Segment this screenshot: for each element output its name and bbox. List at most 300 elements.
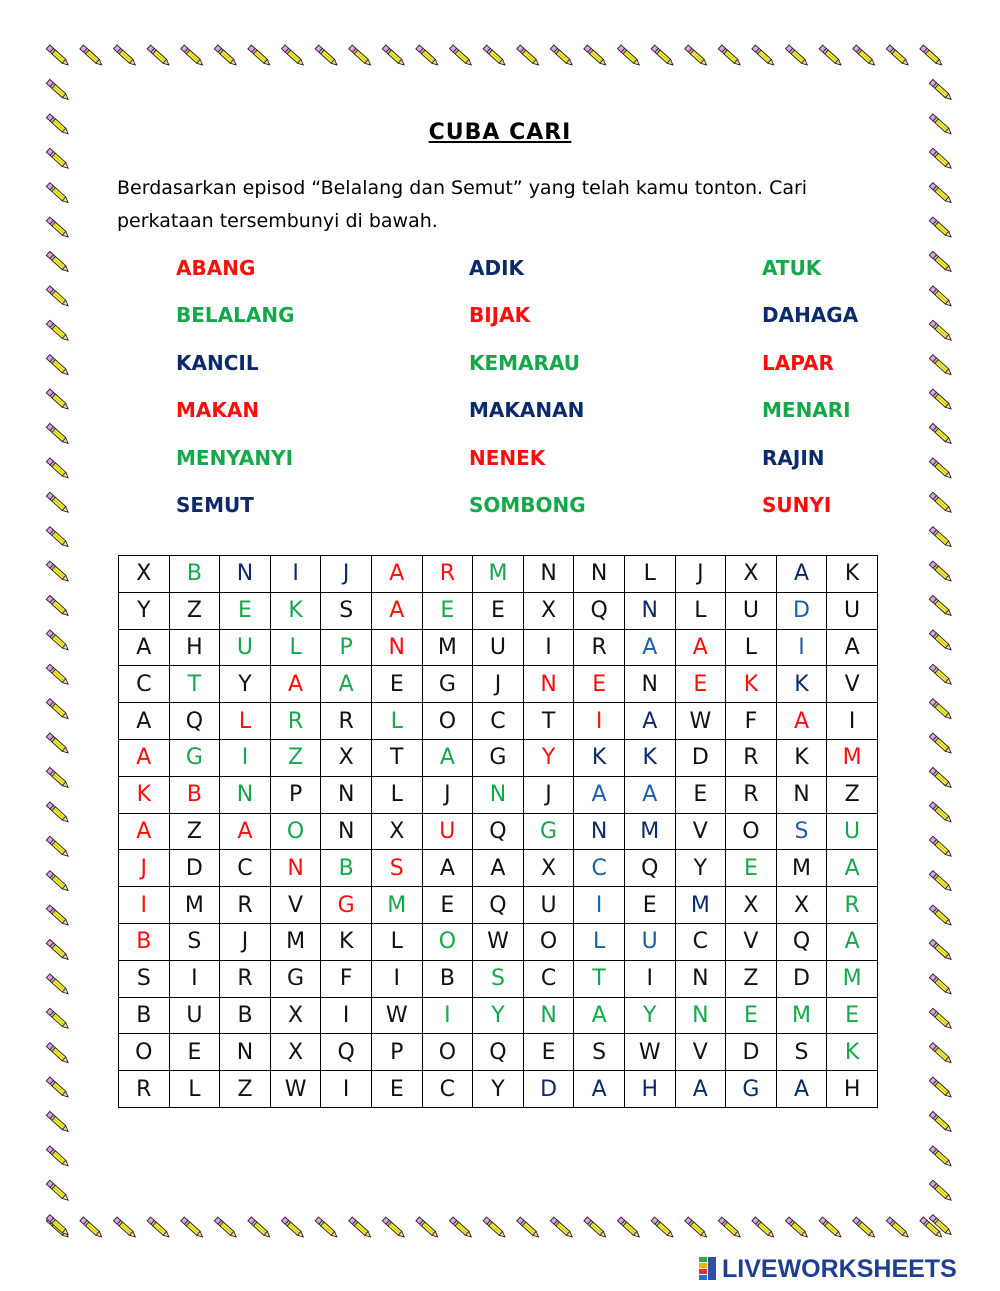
- grid-cell[interactable]: U: [473, 629, 524, 666]
- grid-cell[interactable]: T: [574, 960, 625, 997]
- pencil-icon: [786, 45, 810, 67]
- grid-cell[interactable]: I: [220, 739, 271, 776]
- grid-cell[interactable]: N: [220, 556, 271, 593]
- pencil-icon: [80, 1217, 104, 1239]
- grid-cell[interactable]: R: [270, 703, 321, 740]
- pencil-icon: [685, 45, 709, 67]
- grid-cell[interactable]: Y: [523, 739, 574, 776]
- pencil-icon: [80, 45, 104, 67]
- grid-cell[interactable]: Z: [169, 592, 220, 629]
- grid-cell[interactable]: D: [169, 850, 220, 887]
- pencil-icon: [46, 458, 70, 480]
- grid-cell[interactable]: K: [321, 923, 372, 960]
- grid-cell[interactable]: X: [776, 887, 827, 924]
- pencil-icon: [929, 595, 953, 617]
- grid-cell[interactable]: I: [119, 887, 170, 924]
- grid-cell[interactable]: U: [726, 592, 777, 629]
- pencil-icon: [147, 45, 171, 67]
- grid-cell[interactable]: W: [473, 923, 524, 960]
- word-belalang: BELALANG: [176, 303, 295, 328]
- grid-cell[interactable]: P: [270, 776, 321, 813]
- pencil-icon: [584, 1217, 608, 1239]
- grid-cell[interactable]: I: [624, 960, 675, 997]
- grid-cell[interactable]: J: [422, 776, 473, 813]
- word-sombong: SOMBONG: [469, 492, 586, 517]
- grid-cell[interactable]: A: [776, 1071, 827, 1108]
- grid-cell[interactable]: S: [119, 960, 170, 997]
- instructions-text: Berdasarkan episod “Belalang dan Semut” yang telah kamu tonton. Cari perkataan tersembunyi di bawah.: [117, 177, 808, 232]
- grid-cell[interactable]: L: [371, 923, 422, 960]
- grid-cell[interactable]: J: [523, 776, 574, 813]
- grid-cell[interactable]: C: [574, 850, 625, 887]
- word-dahaga: DAHAGA: [762, 303, 859, 328]
- pencil-icon: [248, 1217, 272, 1239]
- grid-cell[interactable]: X: [371, 813, 422, 850]
- grid-cell[interactable]: S: [371, 850, 422, 887]
- grid-cell[interactable]: N: [624, 666, 675, 703]
- grid-cell[interactable]: A: [119, 703, 170, 740]
- grid-cell[interactable]: K: [270, 592, 321, 629]
- grid-row: [119, 997, 878, 1034]
- pencil-icon: [929, 527, 953, 549]
- grid-cell[interactable]: A: [675, 1071, 726, 1108]
- grid-cell[interactable]: B: [169, 776, 220, 813]
- grid-cell[interactable]: J: [220, 923, 271, 960]
- pencil-icon: [517, 45, 541, 67]
- grid-cell[interactable]: N: [523, 556, 574, 593]
- pencil-icon: [886, 45, 910, 67]
- grid-cell[interactable]: Q: [473, 813, 524, 850]
- grid-cell[interactable]: A: [827, 923, 878, 960]
- grid-cell[interactable]: E: [523, 1034, 574, 1071]
- grid-cell[interactable]: Q: [574, 592, 625, 629]
- pencil-icon: [46, 389, 70, 411]
- grid-cell[interactable]: J: [675, 556, 726, 593]
- grid-cell[interactable]: E: [371, 666, 422, 703]
- grid-cell[interactable]: R: [422, 556, 473, 593]
- pencil-icon: [929, 423, 953, 445]
- grid-cell[interactable]: G: [473, 739, 524, 776]
- grid-cell[interactable]: U: [827, 592, 878, 629]
- word-lapar: LAPAR: [762, 350, 834, 375]
- pencil-icon: [584, 45, 608, 67]
- grid-cell[interactable]: M: [473, 556, 524, 593]
- grid-cell[interactable]: N: [270, 850, 321, 887]
- grid-cell[interactable]: I: [422, 997, 473, 1034]
- grid-cell[interactable]: E: [675, 666, 726, 703]
- grid-cell[interactable]: Q: [624, 850, 675, 887]
- grid-cell[interactable]: V: [726, 923, 777, 960]
- pencil-icon: [929, 836, 953, 858]
- grid-cell[interactable]: D: [776, 960, 827, 997]
- grid-cell[interactable]: E: [726, 850, 777, 887]
- grid-cell[interactable]: X: [321, 739, 372, 776]
- pencil-icon: [416, 1217, 440, 1239]
- word-abang: ABANG: [176, 256, 256, 280]
- grid-cell[interactable]: N: [321, 813, 372, 850]
- grid-cell[interactable]: T: [169, 666, 220, 703]
- pencil-icon: [550, 1217, 574, 1239]
- grid-cell[interactable]: P: [371, 1034, 422, 1071]
- pencil-icon: [46, 767, 70, 789]
- grid-cell[interactable]: S: [574, 1034, 625, 1071]
- grid-row: [119, 592, 878, 629]
- grid-cell[interactable]: D: [776, 592, 827, 629]
- grid-cell[interactable]: K: [574, 739, 625, 776]
- grid-cell[interactable]: A: [574, 1071, 625, 1108]
- pencil-icon: [114, 1217, 138, 1239]
- grid-cell[interactable]: T: [523, 703, 574, 740]
- grid-cell[interactable]: G: [726, 1071, 777, 1108]
- pencil-icon: [46, 79, 70, 101]
- grid-cell[interactable]: A: [321, 666, 372, 703]
- pencil-icon: [819, 45, 843, 67]
- pencil-icon: [929, 974, 953, 996]
- grid-cell[interactable]: R: [726, 739, 777, 776]
- grid-cell[interactable]: Y: [624, 997, 675, 1034]
- grid-cell[interactable]: N: [574, 556, 625, 593]
- grid-cell[interactable]: I: [523, 629, 574, 666]
- grid-cell[interactable]: E: [574, 666, 625, 703]
- liveworksheets-mark-icon: [698, 1256, 718, 1282]
- grid-cell[interactable]: R: [827, 887, 878, 924]
- grid-cell[interactable]: F: [726, 703, 777, 740]
- grid-cell[interactable]: D: [675, 739, 726, 776]
- grid-cell[interactable]: S: [776, 1034, 827, 1071]
- grid-cell[interactable]: Q: [321, 1034, 372, 1071]
- logo-text: LIVEWORKSHEETS: [722, 1254, 957, 1283]
- grid-cell[interactable]: G: [523, 813, 574, 850]
- pencil-icon: [46, 939, 70, 961]
- grid-cell[interactable]: N: [220, 1034, 271, 1071]
- grid-cell[interactable]: K: [119, 776, 170, 813]
- grid-cell[interactable]: J: [473, 666, 524, 703]
- grid-cell[interactable]: O: [270, 813, 321, 850]
- word-makan: MAKAN: [176, 398, 260, 423]
- grid-cell[interactable]: L: [169, 1071, 220, 1108]
- pencil-icon: [46, 492, 70, 514]
- grid-cell[interactable]: M: [776, 850, 827, 887]
- grid-cell[interactable]: A: [776, 703, 827, 740]
- grid-cell[interactable]: G: [321, 887, 372, 924]
- grid-cell[interactable]: E: [675, 776, 726, 813]
- grid-cell[interactable]: A: [119, 629, 170, 666]
- pencil-icon: [929, 389, 953, 411]
- pencil-icon: [929, 1077, 953, 1099]
- grid-cell[interactable]: Z: [169, 813, 220, 850]
- grid-cell[interactable]: Y: [220, 666, 271, 703]
- grid-cell[interactable]: X: [726, 887, 777, 924]
- grid-cell[interactable]: L: [270, 629, 321, 666]
- grid-cell[interactable]: Y: [473, 1071, 524, 1108]
- grid-cell[interactable]: B: [169, 556, 220, 593]
- grid-cell[interactable]: I: [827, 703, 878, 740]
- grid-cell[interactable]: R: [726, 776, 777, 813]
- grid-cell[interactable]: M: [675, 887, 726, 924]
- grid-cell[interactable]: C: [675, 923, 726, 960]
- grid-cell[interactable]: A: [624, 776, 675, 813]
- grid-cell[interactable]: A: [422, 739, 473, 776]
- grid-cell[interactable]: P: [321, 629, 372, 666]
- grid-cell[interactable]: A: [776, 556, 827, 593]
- grid-row: [119, 776, 878, 813]
- grid-cell[interactable]: V: [675, 1034, 726, 1071]
- grid-cell[interactable]: U: [220, 629, 271, 666]
- grid-cell[interactable]: U: [523, 887, 574, 924]
- grid-cell[interactable]: O: [422, 923, 473, 960]
- grid-cell[interactable]: M: [422, 629, 473, 666]
- grid-cell[interactable]: S: [169, 923, 220, 960]
- grid-cell[interactable]: K: [776, 739, 827, 776]
- grid-cell[interactable]: A: [119, 739, 170, 776]
- pencil-icon: [786, 1217, 810, 1239]
- grid-cell[interactable]: J: [321, 556, 372, 593]
- grid-cell[interactable]: B: [220, 997, 271, 1034]
- grid-cell[interactable]: D: [523, 1071, 574, 1108]
- grid-cell[interactable]: W: [675, 703, 726, 740]
- grid-cell[interactable]: E: [169, 1034, 220, 1071]
- grid-cell[interactable]: A: [574, 997, 625, 1034]
- grid-cell[interactable]: O: [119, 1034, 170, 1071]
- grid-cell[interactable]: C: [473, 703, 524, 740]
- grid-cell[interactable]: Q: [473, 1034, 524, 1071]
- grid-cell[interactable]: A: [119, 813, 170, 850]
- grid-cell[interactable]: O: [422, 703, 473, 740]
- grid-cell[interactable]: U: [422, 813, 473, 850]
- grid-cell[interactable]: M: [827, 739, 878, 776]
- grid-row: [119, 703, 878, 740]
- grid-cell[interactable]: C: [220, 850, 271, 887]
- grid-cell[interactable]: A: [270, 666, 321, 703]
- grid-cell[interactable]: K: [624, 739, 675, 776]
- grid-cell[interactable]: H: [827, 1071, 878, 1108]
- grid-cell[interactable]: O: [422, 1034, 473, 1071]
- grid-cell[interactable]: N: [371, 629, 422, 666]
- pencil-icon: [382, 45, 406, 67]
- grid-cell[interactable]: E: [624, 887, 675, 924]
- grid-cell[interactable]: L: [675, 592, 726, 629]
- grid-cell[interactable]: S: [321, 592, 372, 629]
- grid-cell[interactable]: I: [574, 703, 625, 740]
- grid-cell[interactable]: E: [371, 1071, 422, 1108]
- grid-cell[interactable]: E: [220, 592, 271, 629]
- grid-cell[interactable]: I: [321, 1071, 372, 1108]
- grid-cell[interactable]: A: [371, 556, 422, 593]
- pencil-icon: [46, 802, 70, 824]
- grid-cell[interactable]: E: [473, 592, 524, 629]
- pencil-icon: [929, 1146, 953, 1168]
- grid-cell[interactable]: U: [827, 813, 878, 850]
- grid-cell[interactable]: K: [827, 556, 878, 593]
- grid-cell[interactable]: W: [624, 1034, 675, 1071]
- pencil-icon: [853, 45, 877, 67]
- grid-cell[interactable]: X: [523, 592, 574, 629]
- grid-cell[interactable]: N: [675, 960, 726, 997]
- grid-cell[interactable]: N: [321, 776, 372, 813]
- grid-cell[interactable]: G: [422, 666, 473, 703]
- grid-cell[interactable]: O: [523, 923, 574, 960]
- grid-cell[interactable]: B: [119, 923, 170, 960]
- grid-cell[interactable]: H: [169, 629, 220, 666]
- word-list: [176, 252, 896, 536]
- grid-cell[interactable]: E: [422, 592, 473, 629]
- pencil-icon: [46, 1008, 70, 1030]
- grid-cell[interactable]: U: [624, 923, 675, 960]
- grid-cell[interactable]: A: [827, 629, 878, 666]
- grid-cell[interactable]: R: [321, 703, 372, 740]
- grid-cell[interactable]: L: [726, 629, 777, 666]
- grid-cell[interactable]: C: [119, 666, 170, 703]
- grid-cell[interactable]: L: [220, 703, 271, 740]
- grid-cell[interactable]: Z: [270, 739, 321, 776]
- grid-cell[interactable]: N: [624, 592, 675, 629]
- grid-cell[interactable]: N: [776, 776, 827, 813]
- grid-cell[interactable]: Q: [776, 923, 827, 960]
- grid-cell[interactable]: U: [169, 997, 220, 1034]
- pencil-icon: [929, 699, 953, 721]
- pencil-icon: [416, 45, 440, 67]
- grid-cell[interactable]: L: [574, 923, 625, 960]
- grid-cell[interactable]: M: [827, 960, 878, 997]
- pencil-icon: [46, 733, 70, 755]
- grid-cell[interactable]: A: [371, 592, 422, 629]
- pencil-icon: [920, 45, 944, 67]
- grid-cell[interactable]: Y: [675, 850, 726, 887]
- word-nenek: NENEK: [469, 445, 546, 470]
- grid-cell[interactable]: M: [776, 997, 827, 1034]
- grid-cell[interactable]: R: [119, 1071, 170, 1108]
- grid-cell[interactable]: I: [574, 887, 625, 924]
- pencil-icon: [929, 871, 953, 893]
- grid-cell[interactable]: N: [220, 776, 271, 813]
- grid-cell[interactable]: V: [827, 666, 878, 703]
- grid-cell[interactable]: M: [270, 923, 321, 960]
- grid-cell[interactable]: K: [726, 666, 777, 703]
- pencil-icon: [282, 1217, 306, 1239]
- grid-cell[interactable]: B: [119, 997, 170, 1034]
- grid-cell[interactable]: N: [523, 997, 574, 1034]
- grid-cell[interactable]: I: [270, 556, 321, 593]
- grid-cell[interactable]: B: [321, 850, 372, 887]
- grid-cell[interactable]: Z: [827, 776, 878, 813]
- pencil-icon: [46, 595, 70, 617]
- grid-cell[interactable]: T: [371, 739, 422, 776]
- grid-cell[interactable]: X: [523, 850, 574, 887]
- grid-cell[interactable]: B: [422, 960, 473, 997]
- grid-cell[interactable]: I: [321, 997, 372, 1034]
- pencil-icon: [46, 630, 70, 652]
- grid-cell[interactable]: S: [776, 813, 827, 850]
- grid-cell[interactable]: R: [220, 960, 271, 997]
- grid-cell[interactable]: Z: [220, 1071, 271, 1108]
- grid-row: [119, 813, 878, 850]
- grid-cell[interactable]: J: [119, 850, 170, 887]
- grid-cell[interactable]: N: [675, 997, 726, 1034]
- grid-cell[interactable]: K: [827, 1034, 878, 1071]
- grid-cell[interactable]: M: [624, 813, 675, 850]
- grid-cell[interactable]: W: [371, 997, 422, 1034]
- pencil-icon: [929, 492, 953, 514]
- grid-cell[interactable]: E: [827, 997, 878, 1034]
- pencil-icon: [46, 251, 70, 273]
- grid-cell[interactable]: V: [675, 813, 726, 850]
- grid-cell[interactable]: Y: [119, 592, 170, 629]
- grid-cell[interactable]: X: [726, 556, 777, 593]
- pencil-icon: [181, 45, 205, 67]
- grid-cell[interactable]: L: [624, 556, 675, 593]
- grid-cell[interactable]: H: [624, 1071, 675, 1108]
- pencil-icon: [929, 1111, 953, 1133]
- grid-cell[interactable]: M: [169, 887, 220, 924]
- grid-cell[interactable]: M: [371, 887, 422, 924]
- grid-cell[interactable]: A: [574, 776, 625, 813]
- grid-cell[interactable]: E: [422, 887, 473, 924]
- grid-cell[interactable]: N: [523, 666, 574, 703]
- grid-cell[interactable]: L: [371, 776, 422, 813]
- grid-cell[interactable]: K: [776, 666, 827, 703]
- grid-cell[interactable]: X: [119, 556, 170, 593]
- grid-cell[interactable]: R: [574, 629, 625, 666]
- grid-cell[interactable]: Z: [726, 960, 777, 997]
- pencil-icon: [819, 1217, 843, 1239]
- grid-row: [119, 887, 878, 924]
- grid-cell[interactable]: D: [726, 1034, 777, 1071]
- grid-row: [119, 1071, 878, 1108]
- grid-cell[interactable]: A: [624, 629, 675, 666]
- grid-cell[interactable]: A: [220, 813, 271, 850]
- grid-cell[interactable]: A: [675, 629, 726, 666]
- grid-cell[interactable]: A: [422, 850, 473, 887]
- grid-cell[interactable]: C: [523, 960, 574, 997]
- grid-cell[interactable]: I: [776, 629, 827, 666]
- word-rajin: RAJIN: [762, 445, 825, 470]
- grid-cell[interactable]: G: [270, 960, 321, 997]
- grid-cell[interactable]: A: [473, 850, 524, 887]
- grid-cell[interactable]: V: [270, 887, 321, 924]
- grid-cell[interactable]: X: [270, 997, 321, 1034]
- pencil-icon: [929, 286, 953, 308]
- pencil-icon: [46, 183, 70, 205]
- pencil-icon: [752, 45, 776, 67]
- pencil-icon: [929, 355, 953, 377]
- grid-cell[interactable]: G: [169, 739, 220, 776]
- grid-cell[interactable]: I: [371, 960, 422, 997]
- grid-cell[interactable]: O: [726, 813, 777, 850]
- grid-cell[interactable]: Y: [473, 997, 524, 1034]
- grid-cell[interactable]: E: [726, 997, 777, 1034]
- grid-cell[interactable]: C: [422, 1071, 473, 1108]
- pencil-icon: [46, 1215, 70, 1237]
- grid-cell[interactable]: N: [574, 813, 625, 850]
- pencil-icon: [46, 217, 70, 239]
- grid-cell[interactable]: L: [371, 703, 422, 740]
- grid-cell[interactable]: S: [473, 960, 524, 997]
- grid-cell[interactable]: I: [169, 960, 220, 997]
- grid-cell[interactable]: F: [321, 960, 372, 997]
- word-semut: SEMUT: [176, 492, 254, 517]
- pencil-icon: [853, 1217, 877, 1239]
- pencil-icon: [214, 1217, 238, 1239]
- grid-cell[interactable]: W: [270, 1071, 321, 1108]
- grid-cell[interactable]: N: [473, 776, 524, 813]
- grid-cell[interactable]: A: [624, 703, 675, 740]
- grid-cell[interactable]: R: [220, 887, 271, 924]
- grid-cell[interactable]: X: [270, 1034, 321, 1071]
- grid-cell[interactable]: Q: [473, 887, 524, 924]
- grid-cell[interactable]: Q: [169, 703, 220, 740]
- pencil-icon: [46, 1180, 70, 1202]
- grid-cell[interactable]: A: [827, 850, 878, 887]
